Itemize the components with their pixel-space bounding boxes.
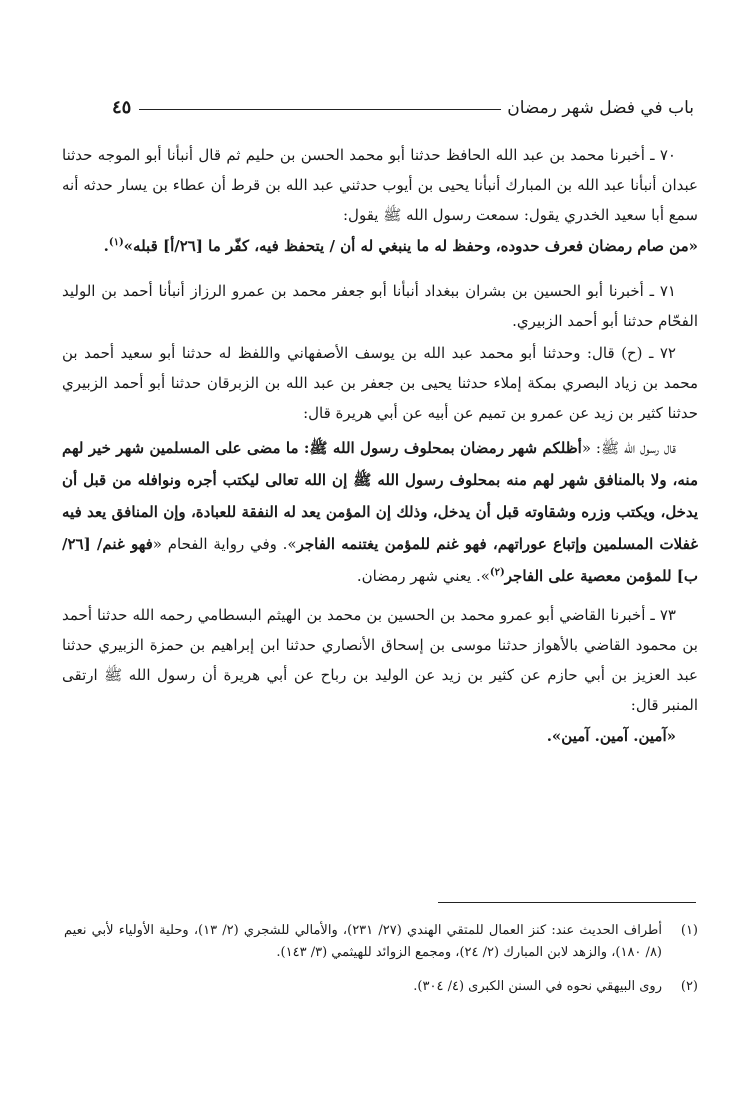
footnote-ref-2: (٢) [489,567,505,578]
chapter-title: باب في فضل شهر رمضان [507,98,694,118]
hadith-70-matn: «من صام رمضان فعرف حدوده، وحفظ له ما ينبغي له أن / يتحفظ فيه، كفّر ما [٢٦/أ] قبله»$^{(١)}$. [103,237,698,255]
main-text [62,140,698,752]
footnote-separator [438,902,696,903]
footnotes [64,920,698,998]
page-number: ٤٥ [112,97,132,118]
footnote-2: (٢) روى البيهقي نحوه في السنن الكبرى (٤/ ٣٠٤). [413,979,698,994]
header-rule [139,109,501,110]
hadith-71: ٧١ ـ أخبرنا أبو الحسين بن بشران ببغداد أنبأنا أبو جعفر محمد بن عمرو الرزاز أنبأنا أحمد بن الوليد الفحّام حدثنا أبو أحمد الزبيري. [62,282,698,330]
hadith-73: ٧٣ ـ أخبرنا القاضي أبو عمرو محمد بن الحسين بن محمد بن الهيثم البسطامي رحمه الله حدثنا أحمد بن محمود القاضي بالأهواز حدثنا موسى بن إسحاق الأنصاري حدثنا ابن إبراهيم بن حمزة الزبيري حدثنا عبد العزيز بن أبي حازم عن كثير بن زيد عن الوليد بن رباح عن أبي هريرة أن رسول الله ﷺ ارتقى المنبر قال: [62,606,698,714]
hadith-72: ٧٢ ـ (ح) قال: وحدثنا أبو محمد عبد الله بن يوسف الأصفهاني واللفظ له حدثنا أبو سعيد أحمد بن محمد بن زياد البصري بمكة إملاء حدثنا يحيى بن جعفر بن عبد الله بن الزبرقان حدثنا أبو أحمد الزبيري حدثنا كثير بن زيد عن عمرو بن تميم عن أبيه عن أبي هريرة قال: [62,344,698,422]
hadith-73-matn: «آمين. آمين. آمين». [546,727,676,745]
footnote-ref-1: (١) [108,237,124,248]
hadith-72-matn: قال رسول الله ﷺ: «أظلكم شهر رمضان بمحلوف رسول الله ﷺ: ما مضى على المسلمين شهر خير لهم منه، ولا بالمنافق شهر لهم منه بمحلوف رسول الله ﷺ إن الله تعالى ليكتب أجره ونوافله من قبل أن يدخل، ويكتب وزره وشقاوته قبل أن يدخل، وذلك إن المؤمن يعد له النفقة للعبادة، وإن المنافق يعد فيه غفلات المسلمين وإتباع عوراتهم، فهو غنم للمؤمن يغتنمه الفاجر». وفي رواية الفحام «فهو غنم/ [٢٦/ب] للمؤمن معصية على الفاجر$^{(٢)}$». يعني شهر رمضان. [62,439,698,585]
hadith-70: ٧٠ ـ أخبرنا محمد بن عبد الله الحافظ حدثنا أبو محمد الحسن بن حليم ثم قال أنبأنا أبو الموجه حدثنا عبدان أنبأنا عبد الله بن المبارك أنبأنا يحيى بن أيوب حدثني عبد الله بن قرط أن عطاء بن يسار حدثه أنه سمع أبا سعيد الخدري يقول: سمعت رسول الله ﷺ يقول: [62,146,698,224]
footnote-1: (١) أطراف الحديث عند: كنز العمال للمتقي الهندي (٢٧/ ٢٣١)، والأمالي للشجري (٢/ ١٣)، وحلية الأولياء لأبي نعيم (٨/ ١٨٠)، والزهد لابن المبارك (٢/ ٢٤)، ومجمع الزوائد للهيثمي (٣/ ١٤٣). [64,923,698,960]
running-header [112,88,694,118]
